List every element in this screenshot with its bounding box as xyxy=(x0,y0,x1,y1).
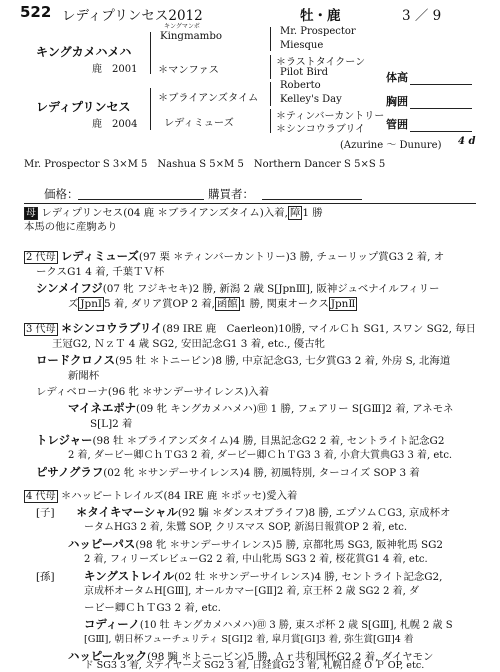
sire-detail: 鹿 2001 xyxy=(92,64,138,75)
g3-8: ＊シンコウラブリイ xyxy=(276,124,366,135)
g4-line-5 xyxy=(36,568,476,585)
g3-horse-3: ロードクロノス xyxy=(36,353,116,367)
sire-name: キングカメハメハ xyxy=(36,45,132,59)
g4-line-6: 京成杯オータムH[GⅢ], オールカマー[GⅡ]2 着, 京王杯 2 歳 SG2 2 着, ダ xyxy=(84,586,419,597)
g3-line-7: S[L]2 着 xyxy=(90,418,133,430)
inbreeding-line: Mr. Prospector S 3×M 5 Nashua S 5×M 5 Northern Dancer S 5×S 5 xyxy=(24,159,386,170)
g4-horse-5: キングストレイル xyxy=(84,569,175,583)
girth-field[interactable] xyxy=(410,108,472,109)
g4-child-tag: [子] xyxy=(36,507,55,519)
bracket-sire xyxy=(150,32,151,74)
section-separator xyxy=(24,203,476,204)
g4-line-4: 2 着, フィリーズレビューG2 2 着, 中山牝馬 SG3 2 着, 桜花賞G1 4 着, etc. xyxy=(84,554,428,565)
g3-line-1 xyxy=(24,320,476,337)
g2-horse-3: シンメイフジ xyxy=(36,281,103,295)
g2-l4-c: 1 勝, 関東オークス xyxy=(239,298,329,310)
g3-3: ＊ラストタイクーン xyxy=(276,57,366,68)
g4-line-3 xyxy=(68,536,476,553)
g4-rest-5: (02 牡 ＊サンデーサイレンス)4 勝, セントライト記念G2, xyxy=(174,571,443,583)
g2-l4-b: 5 着, ダリア賞OP 2 着, xyxy=(104,298,215,310)
page-indicator: 3 ／ 9 xyxy=(402,8,442,24)
g2-tag: 2 代母 xyxy=(26,252,56,263)
g3-rest-8: (98 牡 ＊ブライアンズタイム)4 勝, 目黒記念G2 2 着, セントライト記念G2 xyxy=(92,435,445,447)
horse-name-year: レディプリンセス2012 xyxy=(62,8,203,24)
bracket-sd xyxy=(270,55,271,79)
dam-detail: 鹿 2004 xyxy=(92,119,138,130)
g4-line-2: ータムHG3 2 着, 朱鷺 SOP, クリスマス SOP, 新潟日報賞OP 2 着, etc. xyxy=(84,522,408,533)
g4-rest-10: (98 騸 ＊トニービン)5 勝, Ａｒ共和国杯G2 2 着, ダイヤモン xyxy=(147,651,434,663)
g4-line-1 xyxy=(36,504,476,521)
g4-horse-10: ハッピールック xyxy=(68,649,148,663)
dam-note: 本馬の他に産駒あり xyxy=(24,221,118,233)
bracket-ds xyxy=(270,82,271,106)
dam-jump-badge: 障 xyxy=(289,207,301,219)
buyer-label: 購買者： xyxy=(208,187,254,201)
bracket-ss xyxy=(270,27,271,51)
g4-grandchild-tag: [孫] xyxy=(36,571,55,583)
g4-line-7: ービー卿ＣｈＴG3 2 着, etc. xyxy=(84,602,221,614)
g3-4: Pilot Bird xyxy=(280,67,329,78)
g2-l4-box3: JpnⅡ xyxy=(330,298,356,310)
g3-2: Miesque xyxy=(280,40,324,51)
g4-rest-1: (92 騸 ＊ダンスオブライフ)8 勝, エプソムＣG3, 京成杯オ xyxy=(177,507,451,519)
g4-line-9: [GⅢ], 朝日杯フューチュリティ S[GⅠ]2 着, 皐月賞[GⅠ]3 着, 弥生賞[GⅡ]4 着 xyxy=(84,634,414,645)
g4-rest-3: (98 牝 ＊サンデーサイレンス)5 勝, 京都牝馬 SG3, 阪神牝馬 SG2 xyxy=(135,539,444,551)
buyer-field[interactable] xyxy=(262,199,362,200)
g3-rest-10: (02 牝 ＊サンデーサイレンス)4 勝, 初風特別, ターコイズ SOP 3 着 xyxy=(103,467,420,479)
dam-record: レディプリンセス(04 鹿 ＊ブライアンズタイム)入着, xyxy=(41,207,288,219)
g2-l4-a: ズ xyxy=(68,298,79,310)
g2-l4-box: JpnⅠ xyxy=(80,298,103,310)
g3-horse-8: トレジャー xyxy=(36,433,93,447)
g3-line-10 xyxy=(36,464,476,481)
girth-label: 胸囲 xyxy=(386,95,408,108)
bracket-dam xyxy=(150,88,151,130)
lot-number: 522 xyxy=(20,3,52,21)
dam-dam: レディミューズ xyxy=(164,118,234,129)
cannon-label: 管囲 xyxy=(386,118,408,131)
sire-dam: ＊マンファス xyxy=(158,65,219,76)
g4-line-11: ド SG3 3 着, ステイヤーズ SG2 3 着, 日経賞G2 3 着, 札幌日経 O Ｐ OP, etc. xyxy=(84,660,425,671)
g3-rest-6: (09 牝 キングカメハメハ)㊞ 1 勝, フェアリー S[GⅢ]2 着, アネモネ xyxy=(136,403,454,415)
g3-1: Mr. Prospector xyxy=(280,26,356,37)
dam-record-tail: 1 勝 xyxy=(302,207,323,219)
price-label: 価格： xyxy=(44,187,79,201)
cannon-field[interactable] xyxy=(410,131,472,132)
g2-l4-box2: 函館 xyxy=(216,298,238,310)
g3-line-8 xyxy=(36,432,476,449)
g3-line-3 xyxy=(36,352,476,369)
height-field[interactable] xyxy=(410,84,472,85)
g3-horse-6: マイネエポナ xyxy=(68,401,137,415)
g4-horse-1: ＊タイキマーシャル xyxy=(76,505,178,519)
g4-horse-3: ハッピーパス xyxy=(68,537,136,551)
g2-line-2: ークスG1 4 着, 千葉ＴＶ杯 xyxy=(36,266,165,278)
g2-horse-1: レディミューズ xyxy=(60,249,139,263)
dam-name: レディプリンセス xyxy=(36,100,131,114)
g3-5: Roberto xyxy=(280,80,321,91)
g3-6: Kelley's Day xyxy=(280,94,342,105)
g3-7: ＊ティンバーカントリー xyxy=(276,111,385,122)
g2-line-4 xyxy=(68,296,476,312)
g3-line-2: 王冠G2, ＮｚＴ 4 歳 SG2, 安田記念G1 3 着, etc., 優古牝 xyxy=(52,338,325,350)
g3-tag: 3 代母 xyxy=(26,324,56,335)
height-label: 体高 xyxy=(386,71,408,84)
g3-horse-1: ＊シンコウラブリイ xyxy=(60,321,163,335)
g4-head-text: ＊ハッピートレイルズ(84 IRE 鹿 ＊ポッセ)愛入着 xyxy=(60,490,298,502)
g4-tag: 4 代母 xyxy=(26,491,56,502)
dam-tag: 母 xyxy=(26,208,36,219)
g3-rest-3: (95 牡 ＊トニービン)8 勝, 中京記念G3, 七夕賞G3 2 着, 外房 S, 北海道 xyxy=(115,355,451,367)
family-bracket-note: (Azurine ～ Dunure) xyxy=(340,140,442,151)
g4-line-head xyxy=(24,488,476,504)
dam-sire: ＊ブライアンズタイム xyxy=(158,93,259,104)
sire-sire: Kingmambo xyxy=(160,31,223,42)
g4-rest-8: (10 牡 キングカメハメハ)㊞ 3 勝, 東スポ杯 2 歳 S[GⅢ], 札幌 2 歳 S xyxy=(139,620,453,631)
g3-line-5: レディベローナ(96 牝 ＊サンデーサイレンス)入着 xyxy=(36,386,270,398)
g3-rest-1: (89 IRE 鹿 Caerleon)10勝, マイルＣｈ SG1, スワン SG2, 毎日 xyxy=(162,323,476,335)
g3-line-4: 新聞杯 xyxy=(68,370,100,382)
g2-rest-3: (07 牝 フジキセキ)2 勝, 新潟 2 歳 S[JpnⅢ], 阪神ジュベナイルフィリー xyxy=(102,283,440,295)
family-number: 4 d xyxy=(458,136,476,147)
price-field[interactable] xyxy=(78,199,204,200)
g3-line-6 xyxy=(68,400,476,417)
g2-line-1 xyxy=(24,248,476,265)
g3-line-9: 2 着, ダービー卿ＣｈＴG3 2 着, ダービー卿ＣｈＴG3 3 着, 小倉大賞典G3 3 着, etc. xyxy=(68,450,453,461)
g2-line-3 xyxy=(36,280,476,297)
g2-rest-1: (97 栗 ＊ティンバーカントリー)3 勝, チューリップ賞G3 2 着, オ xyxy=(138,251,445,263)
g3-horse-10: ピサノグラフ xyxy=(36,465,104,479)
g4-horse-8: コディーノ xyxy=(84,617,140,631)
sex-color: 牡・鹿 xyxy=(300,8,341,24)
sire-sire-ruby: キングマンボ xyxy=(164,23,200,30)
bracket-dd xyxy=(270,109,271,133)
